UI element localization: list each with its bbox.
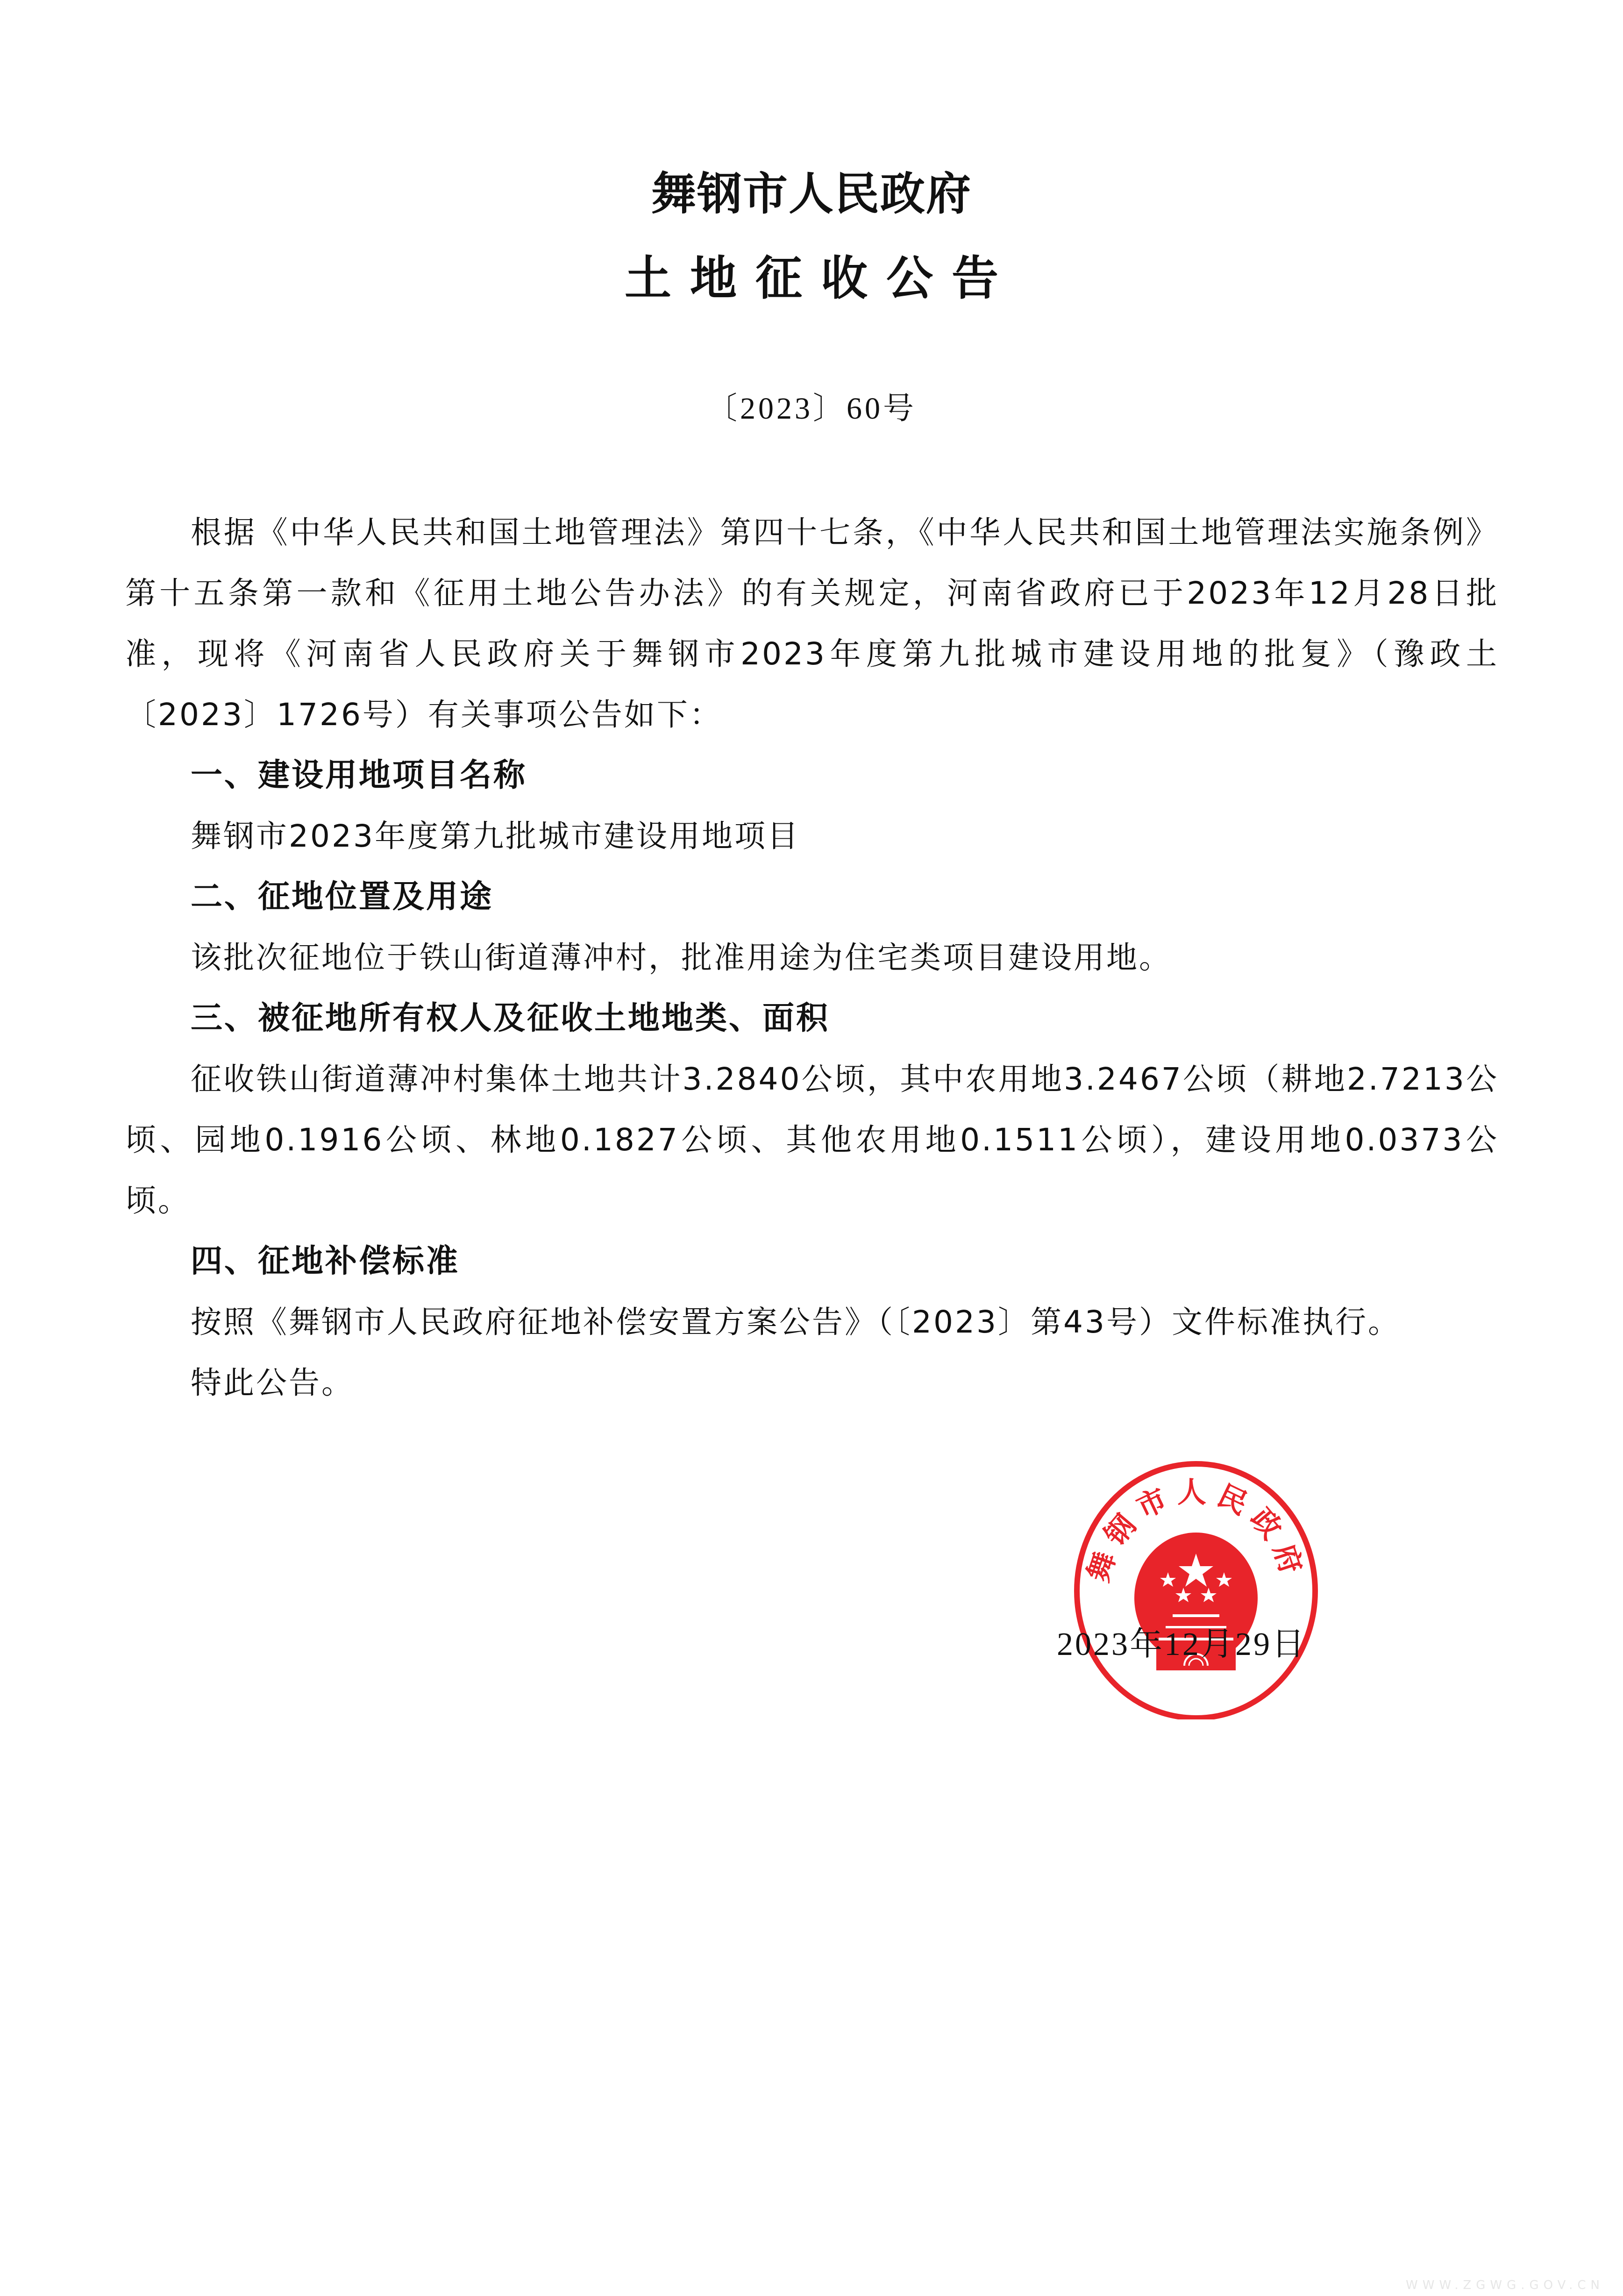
- section-content-3: 征收铁山街道薄冲村集体土地共计3.2840公顷，其中农用地3.2467公顷（耕地2.7213公顷、园地0.1916公顷、林地0.1827公顷、其他农用地0.1511公顷），建设用地0.0373公顷。: [125, 1061, 1499, 1219]
- section-heading-1: 一、建设用地项目名称: [191, 757, 527, 794]
- watermark: WWW.ZGWG.GOV.CN: [1406, 2278, 1604, 2292]
- seal-emblem-icon: [1070, 1458, 1322, 1719]
- section-content-2: 该批次征地位于铁山街道薄冲村，批准用途为住宅类项目建设用地。: [191, 940, 1172, 976]
- section-heading-4: 四、征地补偿标准: [191, 1243, 460, 1280]
- svg-text:舞钢市人民政府: 舞钢市人民政府: [1081, 1475, 1311, 1586]
- notice-title: 土地征收公告: [625, 250, 1017, 306]
- official-seal: [1070, 1458, 1322, 1719]
- section-heading-2: 二、征地位置及用途: [191, 878, 494, 915]
- section-content-1: 舞钢市2023年度第九批城市建设用地项目: [191, 818, 800, 854]
- document-body: [125, 502, 1499, 1413]
- issuer-title: 舞钢市人民政府: [651, 167, 972, 220]
- signature-date: 2023年12月29日: [1057, 1626, 1306, 1662]
- section-heading-3: 三、被征地所有权人及征收土地地类、面积: [191, 1000, 830, 1037]
- closing-statement: 特此公告。: [191, 1365, 354, 1401]
- document-number: 〔2023〕60号: [706, 392, 917, 426]
- intro-paragraph: 根据《中华人民共和国土地管理法》第四十七条，《中华人民共和国土地管理法实施条例》第十五条第一款和《征用土地公告办法》的有关规定，河南省政府已于2023年12月28日批准，现将《河南省人民政府关于舞钢市2023年度第九批城市建设用地的批复》（豫政土〔2023〕1726号）有关事项公告如下：: [125, 514, 1499, 733]
- section-content-4: 按照《舞钢市人民政府征地补偿安置方案公告》（〔2023〕第43号）文件标准执行。: [191, 1304, 1401, 1340]
